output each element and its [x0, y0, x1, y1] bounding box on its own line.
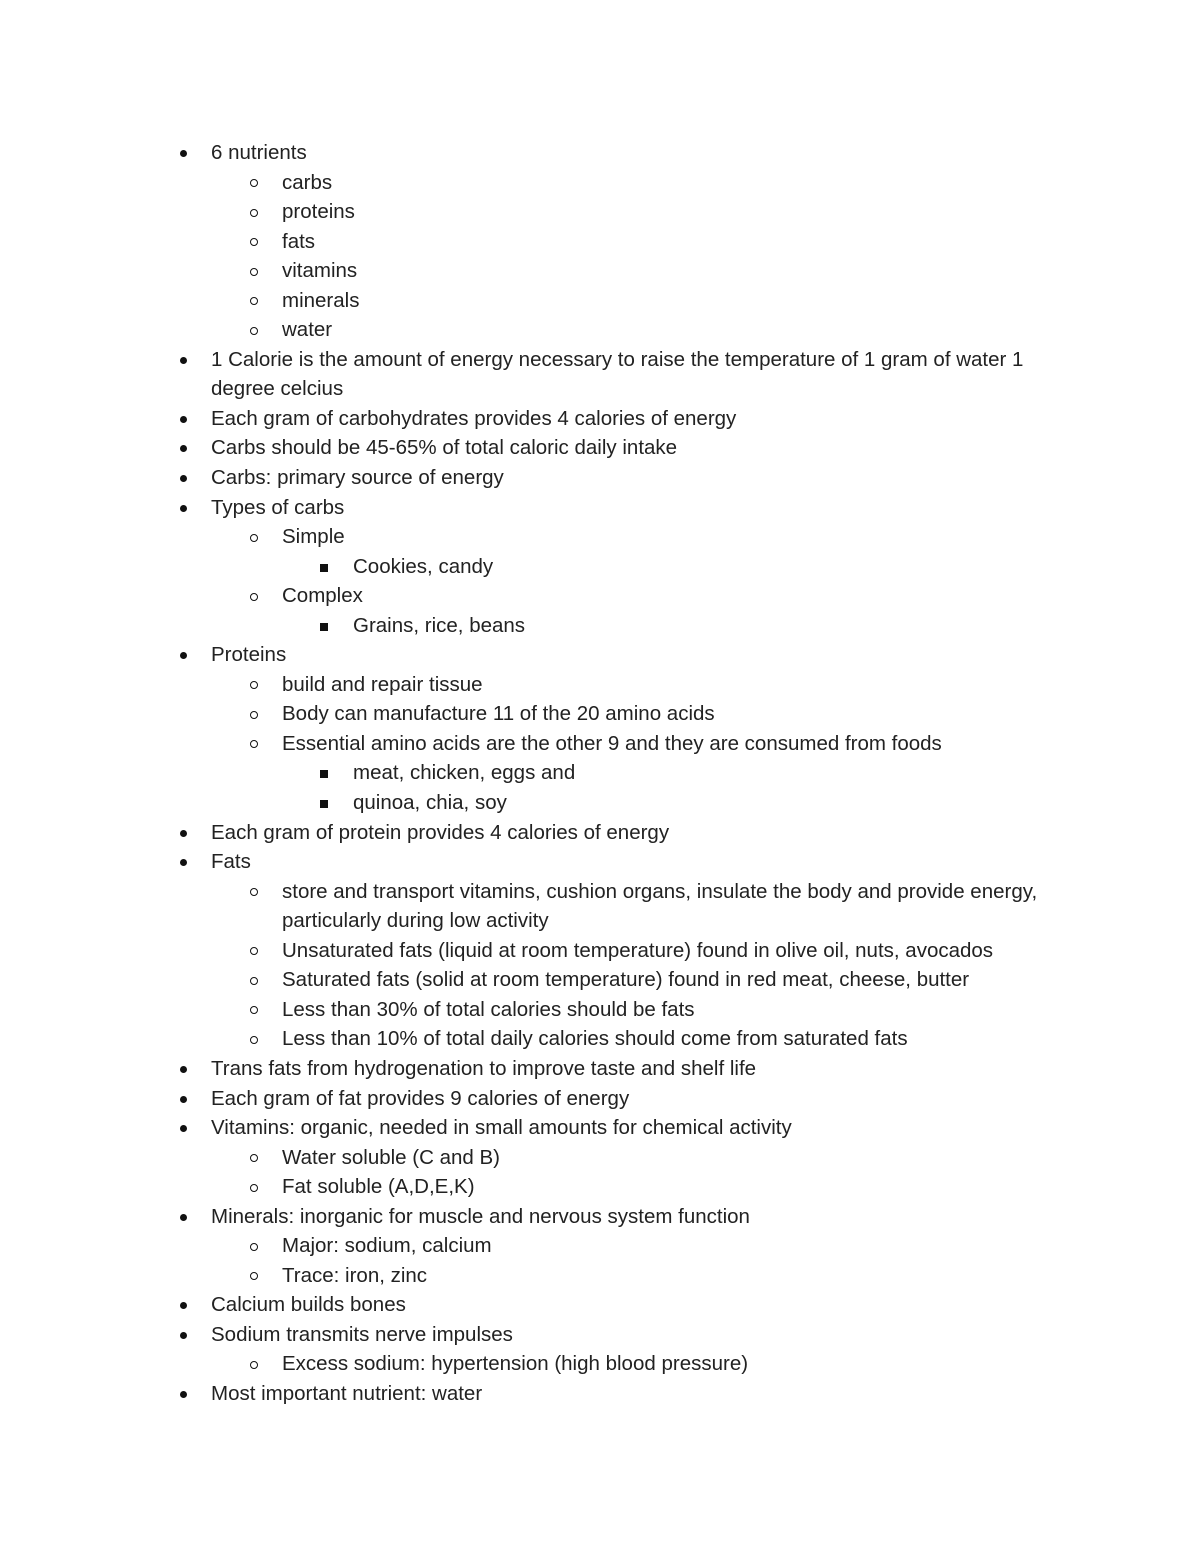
sub-list-item [0, 1172, 1200, 1202]
list-item [0, 640, 1200, 670]
disc-bullet-icon [180, 1125, 187, 1132]
list-item-text: fats [282, 229, 316, 253]
list-item-text: Vitamins: organic, needed in small amounts for chemical activity [211, 1116, 792, 1140]
circle-bullet-icon [250, 1036, 258, 1044]
circle-bullet-icon [250, 209, 258, 217]
disc-bullet-icon [180, 859, 187, 866]
sub-sub-list-item [0, 552, 1200, 582]
list-item [0, 1320, 1200, 1350]
circle-bullet-icon [250, 681, 258, 689]
list-item [0, 1113, 1200, 1143]
list-item-text: Each gram of carbohydrates provides 4 calories of energy [211, 406, 737, 430]
list-item-text: Water soluble (C and B) [282, 1145, 500, 1169]
circle-bullet-icon [250, 1006, 258, 1014]
circle-bullet-icon [250, 888, 258, 896]
circle-bullet-icon [250, 593, 258, 601]
sub-list-item [0, 286, 1200, 316]
list-item [0, 1379, 1200, 1409]
disc-bullet-icon [180, 1066, 187, 1073]
document-body [0, 138, 1200, 1409]
list-item-text: quinoa, chia, soy [353, 791, 507, 815]
sub-list-item [0, 670, 1200, 700]
list-item-text: 6 nutrients [211, 141, 307, 164]
circle-bullet-icon [250, 740, 258, 748]
circle-bullet-icon [250, 268, 258, 276]
list-item-text: Fat soluble (A,D,E,K) [282, 1175, 475, 1199]
disc-bullet-icon [180, 445, 187, 452]
list-item [0, 818, 1200, 848]
list-item-text: Less than 10% of total daily calories should come from saturated fats [282, 1027, 908, 1051]
square-bullet-icon [320, 623, 328, 631]
circle-bullet-icon [250, 977, 258, 985]
circle-bullet-icon [250, 327, 258, 335]
sub-list-item [0, 1024, 1200, 1054]
list-item-text: store and transport vitamins, cushion organs, insulate the body and provide energy, particularly during low activity [282, 879, 1038, 933]
list-item-text: Types of carbs [211, 495, 345, 519]
sub-list-item [0, 965, 1200, 995]
list-item-text: Fats [211, 850, 251, 874]
list-item-text: Major: sodium, calcium [282, 1234, 492, 1258]
disc-bullet-icon [180, 475, 187, 482]
circle-bullet-icon [250, 947, 258, 955]
list-item [0, 463, 1200, 493]
disc-bullet-icon [180, 1302, 187, 1309]
list-item [0, 493, 1200, 523]
sub-list-item [0, 1143, 1200, 1173]
list-item [0, 1202, 1200, 1232]
list-item-text: Saturated fats (solid at room temperature) found in red meat, cheese, butter [282, 968, 970, 992]
circle-bullet-icon [250, 711, 258, 719]
list-item-text: Trans fats from hydrogenation to improve taste and shelf life [211, 1056, 757, 1080]
sub-list-item [0, 522, 1200, 552]
sub-list-item [0, 1349, 1200, 1379]
list-item-text: Each gram of protein provides 4 calories of energy [211, 820, 670, 844]
circle-bullet-icon [250, 1154, 258, 1162]
list-item-text: proteins [282, 200, 355, 224]
sub-list-item [0, 227, 1200, 257]
sub-list-item [0, 1231, 1200, 1261]
circle-bullet-icon [250, 1272, 258, 1280]
square-bullet-icon [320, 564, 328, 572]
sub-list-item [0, 315, 1200, 345]
disc-bullet-icon [180, 830, 187, 837]
circle-bullet-icon [250, 1361, 258, 1369]
square-bullet-icon [320, 770, 328, 778]
list-item-text: Simple [282, 525, 345, 549]
disc-bullet-icon [180, 1214, 187, 1221]
sub-list-item [0, 877, 1200, 936]
disc-bullet-icon [180, 150, 187, 157]
list-item [0, 138, 1200, 168]
list-item-text: carbs [282, 170, 333, 194]
list-item-text: Grains, rice, beans [353, 613, 526, 637]
sub-list-item [0, 197, 1200, 227]
list-item-text: Unsaturated fats (liquid at room temperature) found in olive oil, nuts, avocados [282, 938, 994, 962]
sub-list-item [0, 581, 1200, 611]
list-item-text: Minerals: inorganic for muscle and nervous system function [211, 1204, 750, 1228]
list-item-text: meat, chicken, eggs and [353, 761, 576, 785]
disc-bullet-icon [180, 1391, 187, 1398]
circle-bullet-icon [250, 238, 258, 246]
list-item-text: Body can manufacture 11 of the 20 amino acids [282, 702, 715, 726]
disc-bullet-icon [180, 357, 187, 364]
list-item-text: water [282, 318, 333, 342]
list-item-text: Sodium transmits nerve impulses [211, 1322, 513, 1346]
sub-list-item [0, 699, 1200, 729]
list-item-text: Cookies, candy [353, 554, 494, 578]
list-item-text: Most important nutrient: water [211, 1381, 483, 1405]
list-item-text: Calcium builds bones [211, 1293, 406, 1317]
list-item-text: Less than 30% of total calories should be fats [282, 997, 695, 1021]
list-item-text: minerals [282, 288, 360, 312]
list-item [0, 1084, 1200, 1114]
circle-bullet-icon [250, 1184, 258, 1192]
disc-bullet-icon [180, 505, 187, 512]
sub-sub-list-item [0, 611, 1200, 641]
sub-list-item [0, 729, 1200, 759]
sub-list-item [0, 936, 1200, 966]
sub-list-item [0, 995, 1200, 1025]
list-item-text: Carbs: primary source of energy [211, 466, 504, 490]
list-item-text: Trace: iron, zinc [282, 1263, 428, 1287]
sub-sub-list-item [0, 758, 1200, 788]
disc-bullet-icon [180, 416, 187, 423]
list-item [0, 847, 1200, 877]
sub-list-item [0, 256, 1200, 286]
list-item-text: 1 Calorie is the amount of energy necessary to raise the temperature of 1 gram of water 1 degree celcius [211, 347, 1024, 401]
disc-bullet-icon [180, 652, 187, 659]
sub-list-item [0, 168, 1200, 198]
circle-bullet-icon [250, 297, 258, 305]
list-item-text: Each gram of fat provides 9 calories of energy [211, 1086, 630, 1110]
list-item-text: Excess sodium: hypertension (high blood pressure) [282, 1352, 749, 1376]
list-item [0, 404, 1200, 434]
circle-bullet-icon [250, 1243, 258, 1251]
list-item-text: Carbs should be 45-65% of total caloric daily intake [211, 436, 678, 460]
list-item-text: Complex [282, 584, 363, 608]
list-item [0, 433, 1200, 463]
circle-bullet-icon [250, 534, 258, 542]
list-item-text: Proteins [211, 643, 287, 667]
sub-list-item [0, 1261, 1200, 1291]
circle-bullet-icon [250, 179, 258, 187]
list-item [0, 1290, 1200, 1320]
list-item-text: build and repair tissue [282, 672, 483, 696]
list-item-text: Essential amino acids are the other 9 and they are consumed from foods [282, 731, 942, 755]
list-item [0, 345, 1200, 404]
sub-sub-list-item [0, 788, 1200, 818]
disc-bullet-icon [180, 1096, 187, 1103]
square-bullet-icon [320, 800, 328, 808]
list-item-text: vitamins [282, 259, 358, 283]
list-item [0, 1054, 1200, 1084]
disc-bullet-icon [180, 1332, 187, 1339]
